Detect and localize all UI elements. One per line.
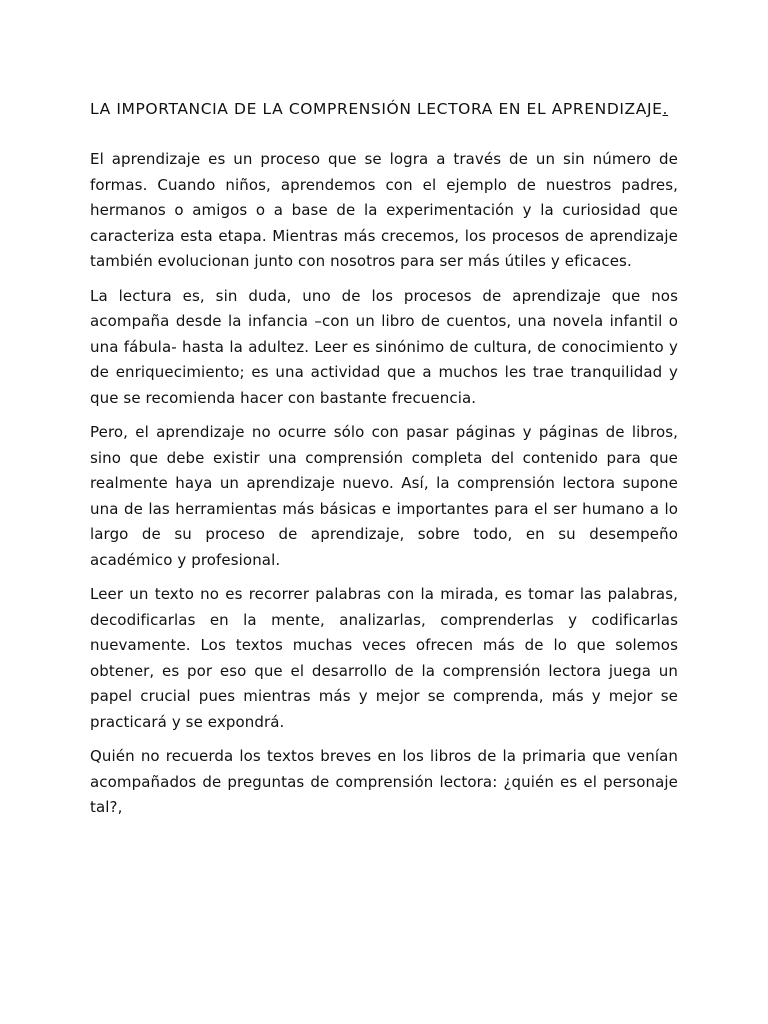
paragraph-5: Quién no recuerda los textos breves en los libros de la primaria que venían acompañados de preguntas de comprensión lectora: ¿quién es el personaje tal?, xyxy=(90,747,678,816)
document-title-text: LA IMPORTANCIA DE LA COMPRENSIÓN LECTORA EN EL APRENDIZAJE xyxy=(90,100,663,118)
document-body xyxy=(90,96,678,830)
document-title xyxy=(90,96,678,122)
paragraph-1: El aprendizaje es un proceso que se logra a través de un sin número de formas. Cuando niños, aprendemos con el ejemplo de nuestros padres, hermanos o amigos o a base de la experimentación y la curiosidad que caracteriza esta etapa. Mientras más crecemos, los procesos de aprendizaje también evolucionan junto con nosotros para ser más útiles y eficaces. xyxy=(90,150,678,270)
paragraph-3: Pero, el aprendizaje no ocurre sólo con pasar páginas y páginas de libros, sino que debe existir una comprensión completa del contenido para que realmente haya un aprendizaje nuevo. Así, la comprensión lectora supone una de las herramientas más básicas e importantes para el ser humano a lo largo de su proceso de aprendizaje, sobre todo, en su desempeño académico y profesional. xyxy=(90,423,678,569)
document-title-end: . xyxy=(662,100,669,118)
paragraph-4: Leer un texto no es recorrer palabras con la mirada, es tomar las palabras, decodificarlas en la mente, analizarlas, comprenderlas y codificarlas nuevamente. Los textos muchas veces ofrecen más de lo que solemos obtener, es por eso que el desarrollo de la comprensión lectora juega un papel crucial pues mientras más y mejor se comprenda, más y mejor se practicará y se expondrá. xyxy=(90,585,678,731)
paragraph-2: La lectura es, sin duda, uno de los procesos de aprendizaje que nos acompaña desde la infancia –con un libro de cuentos, una novela infantil o una fábula- hasta la adultez. Leer es sinónimo de cultura, de conocimiento y de enriquecimiento; es una actividad que a muchos les trae tranquilidad y que se recomienda hacer con bastante frecuencia. xyxy=(90,286,678,407)
